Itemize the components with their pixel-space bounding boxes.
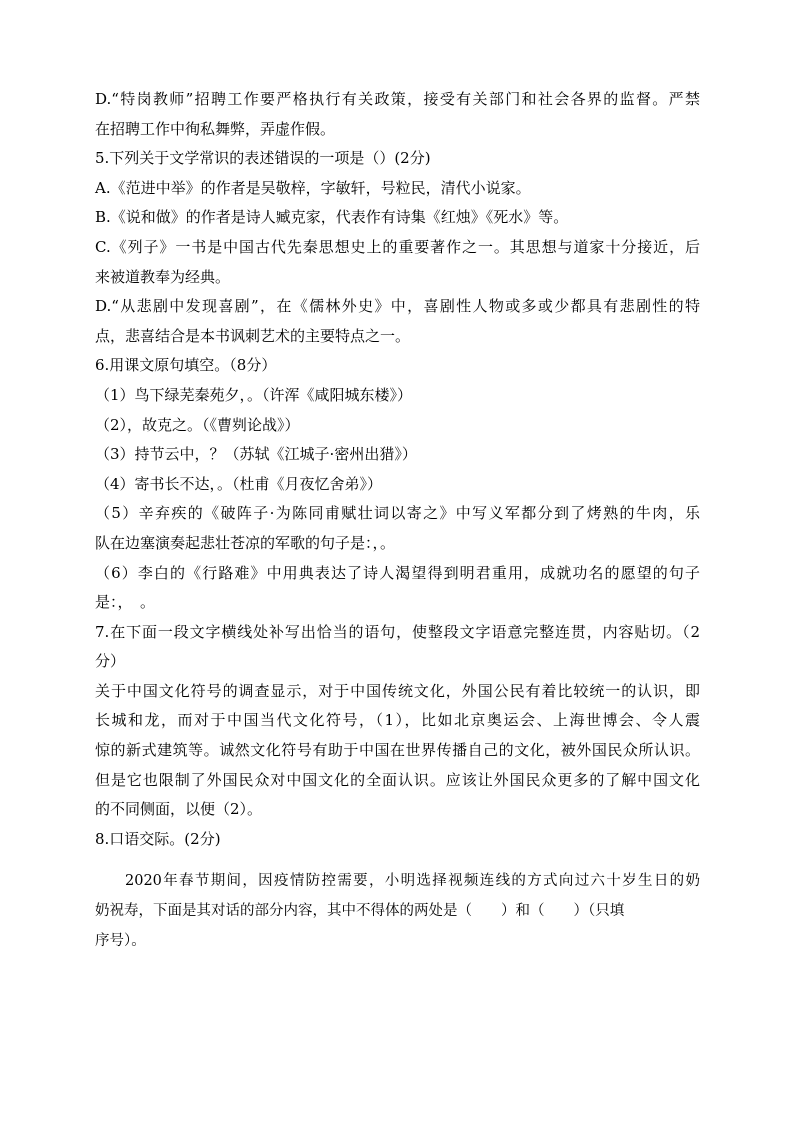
q6-item-6-line-2: 是：， 。 bbox=[95, 593, 156, 612]
q7-passage-line-1: 关于中国文化符号的调查显示，对于中国传统文化，外国公民有着比较统一的认识，即 bbox=[95, 681, 700, 700]
q5-option-a: A.《范进中举》的作者是吴敬梓，字敏轩，号粒民，清代小说家。 bbox=[95, 178, 531, 197]
q7-passage-line-5: 的不同侧面，以便（2）。 bbox=[95, 800, 263, 819]
q8-passage-line-2: 奶祝寿，下面是其对话的部分内容，其中不得体的两处是（ ）和（ ）（只填 bbox=[95, 903, 625, 920]
q6-item-2: （2），故克之。（《曹刿论战》） bbox=[95, 415, 300, 434]
page-content bbox=[95, 85, 700, 957]
q6-item-3: （3）持节云中，？（苏轼《江城子·密州出猎》） bbox=[95, 445, 417, 464]
q7-passage-line-4: 但是它也限制了外国民众对中国文化的全面认识。应该让外国民众更多的了解中国文化 bbox=[95, 770, 700, 789]
q4-option-d-line-1: D.“特岗教师”招聘工作要严格执行有关政策，接受有关部门和社会各界的监督。严禁 bbox=[95, 90, 700, 108]
q7-stem-line-1: 7.在下面一段文字横线处补写出恰当的语句，使整段文字语意完整连贯，内容贴切。（2 bbox=[95, 622, 700, 641]
q8-passage-line-3: 序号）。 bbox=[95, 933, 146, 950]
q6-item-5-line-1: （5）辛弃疾的《破阵子·为陈同甫赋壮词以寄之》中写义军都分到了烤熟的牛肉，乐 bbox=[95, 504, 700, 523]
q6-item-4: （4）寄书长不达，。（杜甫《月夜忆舍弟》） bbox=[95, 474, 383, 493]
q7-passage-line-2: 长城和龙，而对于中国当代文化符号，（1），比如北京奥运会、上海世博会、令人震 bbox=[95, 711, 700, 730]
q6-item-5-line-2: 队在边塞演奏起悲壮苍凉的军歌的句子是：，。 bbox=[95, 533, 396, 552]
q8-passage-line-1: 2020年春节期间，因疫情防控需要，小明选择视频连线的方式向过六十岁生日的奶 bbox=[125, 873, 700, 890]
q5-option-d-line-2: 点，悲喜结合是本书讽刺艺术的主要特点之一。 bbox=[95, 326, 411, 345]
q6-item-1: （1）鸟下绿芜秦苑夕，。（许浑《咸阳城东楼》） bbox=[95, 385, 413, 404]
q8-stem: 8.口语交际。(2分) bbox=[95, 829, 221, 848]
q6-stem: 6.用课文原句填空。（8分） bbox=[95, 356, 277, 375]
q5-option-c-line-2: 来被道教奉为经典。 bbox=[95, 267, 231, 286]
q4-option-d-line-2: 在招聘工作中徇私舞弊，弄虚作假。 bbox=[95, 119, 336, 138]
q5-option-c-line-1: C.《列子》一书是中国古代先秦思想史上的重要著作之一。其思想与道家十分接近，后 bbox=[95, 237, 700, 256]
q6-item-6-line-1: （6）李白的《行路难》中用典表达了诗人渴望得到明君重用，成就功名的愿望的句子 bbox=[95, 563, 700, 582]
q5-option-d-line-1: D.“从悲剧中发现喜剧”，在《儒林外史》中，喜剧性人物或多或少都具有悲剧性的特 bbox=[95, 297, 700, 316]
q7-stem-line-2: 分） bbox=[95, 652, 126, 671]
q7-passage-line-3: 惊的新式建筑等。诚然文化符号有助于中国在世界传播自己的文化，被外国民众所认识。 bbox=[95, 741, 700, 760]
q5-stem: 5.下列关于文学常识的表述错误的一项是（）(2分) bbox=[95, 149, 431, 168]
q5-option-b: B.《说和做》的作者是诗人臧克家，代表作有诗集《红烛》《死水》等。 bbox=[95, 208, 569, 227]
